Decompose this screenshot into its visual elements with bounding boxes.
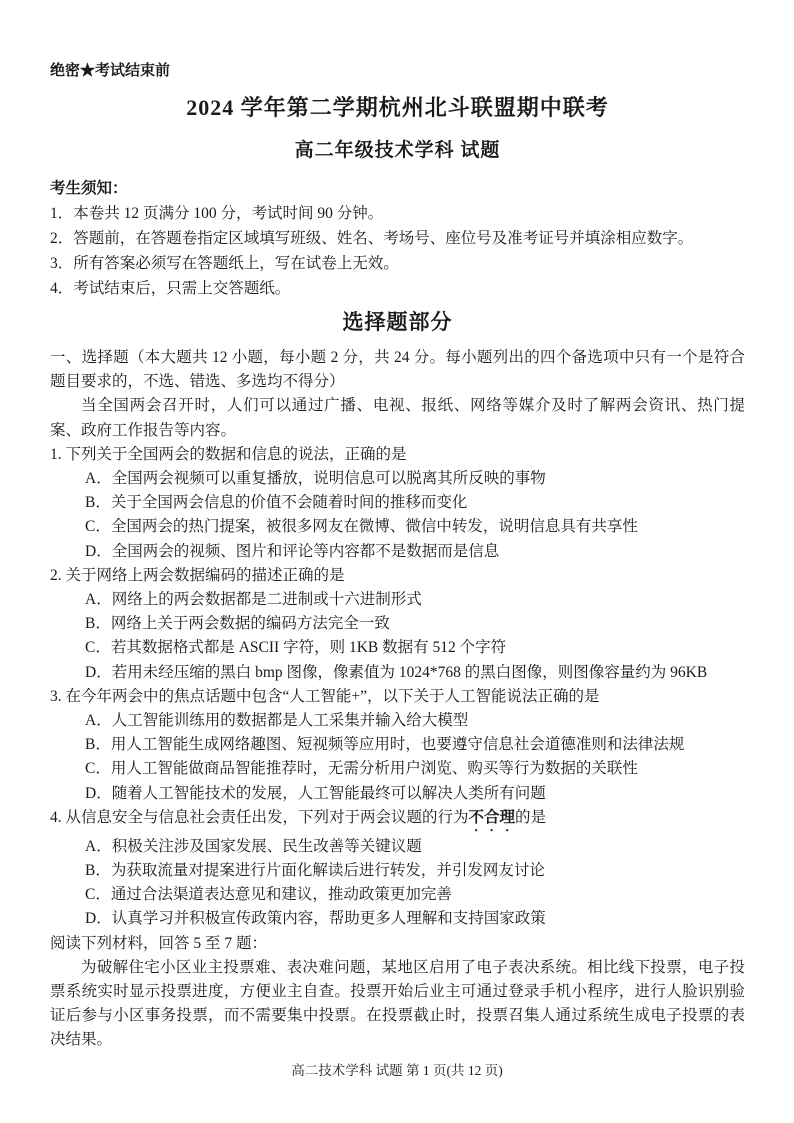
question-4-stem-post: 的是 bbox=[515, 808, 547, 826]
section-heading: 选择题部分 bbox=[342, 310, 453, 334]
reading-prompt: 阅读下列材料，回答 5 至 7 题： bbox=[50, 934, 268, 952]
question-4-stem bbox=[50, 806, 745, 835]
question-1-option-c: C．全国两会的热门提案，被很多网友在微博、微信中转发，说明信息具有共享性 bbox=[85, 518, 638, 536]
question-4 bbox=[50, 806, 745, 932]
security-classification: 绝密★考试结束前 bbox=[50, 63, 171, 79]
question-1-option-b: B．关于全国两会信息的价值不会随着时间的推移而变化 bbox=[85, 494, 468, 512]
question-2-option-a: A．网络上的两会数据都是二进制或十六进制形式 bbox=[85, 591, 422, 609]
exam-subtitle: 高二年级技术学科 试题 bbox=[294, 140, 501, 161]
question-1-option-a: A．全国两会视频可以重复播放，说明信息可以脱离其所反映的事物 bbox=[85, 470, 546, 488]
question-1-stem: 1. 下列关于全国两会的数据和信息的说法，正确的是 bbox=[50, 445, 407, 463]
question-2 bbox=[50, 564, 745, 685]
notice-item-3: 3．所有答案必须写在答题纸上，写在试卷上无效。 bbox=[50, 255, 399, 272]
question-3-option-c: C．用人工智能做商品智能推荐时，无需分析用户浏览、购买等行为数据的关联性 bbox=[85, 760, 638, 778]
question-2-option-c: C．若其数据格式都是 ASCII 字符，则 1KB 数据有 512 个字符 bbox=[85, 639, 507, 657]
question-2-option-b: B．网络上关于两会数据的编码方法完全一致 bbox=[85, 615, 390, 633]
reading-material: 为破解住宅小区业主投票难、表决难问题，某地区启用了电子表决系统。相比线下投票，电子投票系统实时显示投票进度，方便业主自查。投票开始后业主可通过登录手机小程序，进行人脸识别验证后参与小区事务投票，而不需要集中投票。在投票截止时，投票召集人通过系统生成电子投票的表决结果。 bbox=[50, 958, 745, 1049]
question-2-stem: 2. 关于网络上两会数据编码的描述正确的是 bbox=[50, 566, 345, 584]
question-3-option-a: A．人工智能训练用的数据都是人工采集并输入给大模型 bbox=[85, 712, 469, 730]
question-1 bbox=[50, 443, 745, 564]
question-4-stem-pre: 4. 从信息安全与信息社会责任出发，下列对于两会议题的行为 bbox=[50, 808, 469, 826]
question-4-stem-emphasis: 不合理 bbox=[468, 808, 516, 826]
question-4-option-a: A．积极关注涉及国家发展、民生改善等关键议题 bbox=[85, 837, 422, 855]
notice-item-1: 1．本卷共 12 页满分 100 分，考试时间 90 分钟。 bbox=[50, 205, 384, 222]
exam-title: 2024 学年第二学期杭州北斗联盟期中联考 bbox=[186, 95, 609, 120]
question-2-option-d: D．若用未经压缩的黑白 bmp 图像，像素值为 1024*768 的黑白图像，则图像容量约为 96KB bbox=[85, 663, 708, 681]
lead-paragraph: 当全国两会召开时，人们可以通过广播、电视、报纸、网络等媒介及时了解两会资讯、热门提案、政府工作报告等内容。 bbox=[50, 397, 745, 439]
section-intro: 一、选择题（本大题共 12 小题，每小题 2 分，共 24 分。每小题列出的四个备选项中只有一个是符合题目要求的，不选、错选、多选均不得分） bbox=[50, 349, 745, 391]
question-3-stem: 3. 在今年两会中的焦点话题中包含“人工智能+”，以下关于人工智能说法正确的是 bbox=[50, 687, 600, 705]
question-3-option-d: D．随着人工智能技术的发展，人工智能最终可以解决人类所有问题 bbox=[85, 784, 546, 802]
question-4-option-b: B．为获取流量对提案进行片面化解读后进行转发，并引发网友讨论 bbox=[85, 862, 545, 880]
question-3-option-b: B．用人工智能生成网络趣图、短视频等应用时，也要遵守信息社会道德准则和法律法规 bbox=[85, 736, 685, 754]
question-4-option-d: D．认真学习并积极宣传政策内容，帮助更多人理解和支持国家政策 bbox=[85, 910, 546, 928]
question-4-option-c: C．通过合法渠道表达意见和建议，推动政策更加完善 bbox=[85, 886, 452, 904]
notice-item-2: 2．答题前，在答题卷指定区域填写班级、姓名、考场号、座位号及准考证号并填涂相应数字。 bbox=[50, 230, 694, 247]
notice-item-4: 4．考试结束后，只需上交答题纸。 bbox=[50, 280, 291, 297]
notice-heading: 考生须知： bbox=[50, 180, 128, 197]
notice-section bbox=[50, 177, 745, 301]
question-1-option-d: D．全国两会的视频、图片和评论等内容都不是数据而是信息 bbox=[85, 542, 500, 560]
page-footer: 高二技术学科 试题 第 1 页(共 12 页) bbox=[291, 1063, 503, 1078]
question-3 bbox=[50, 685, 745, 806]
